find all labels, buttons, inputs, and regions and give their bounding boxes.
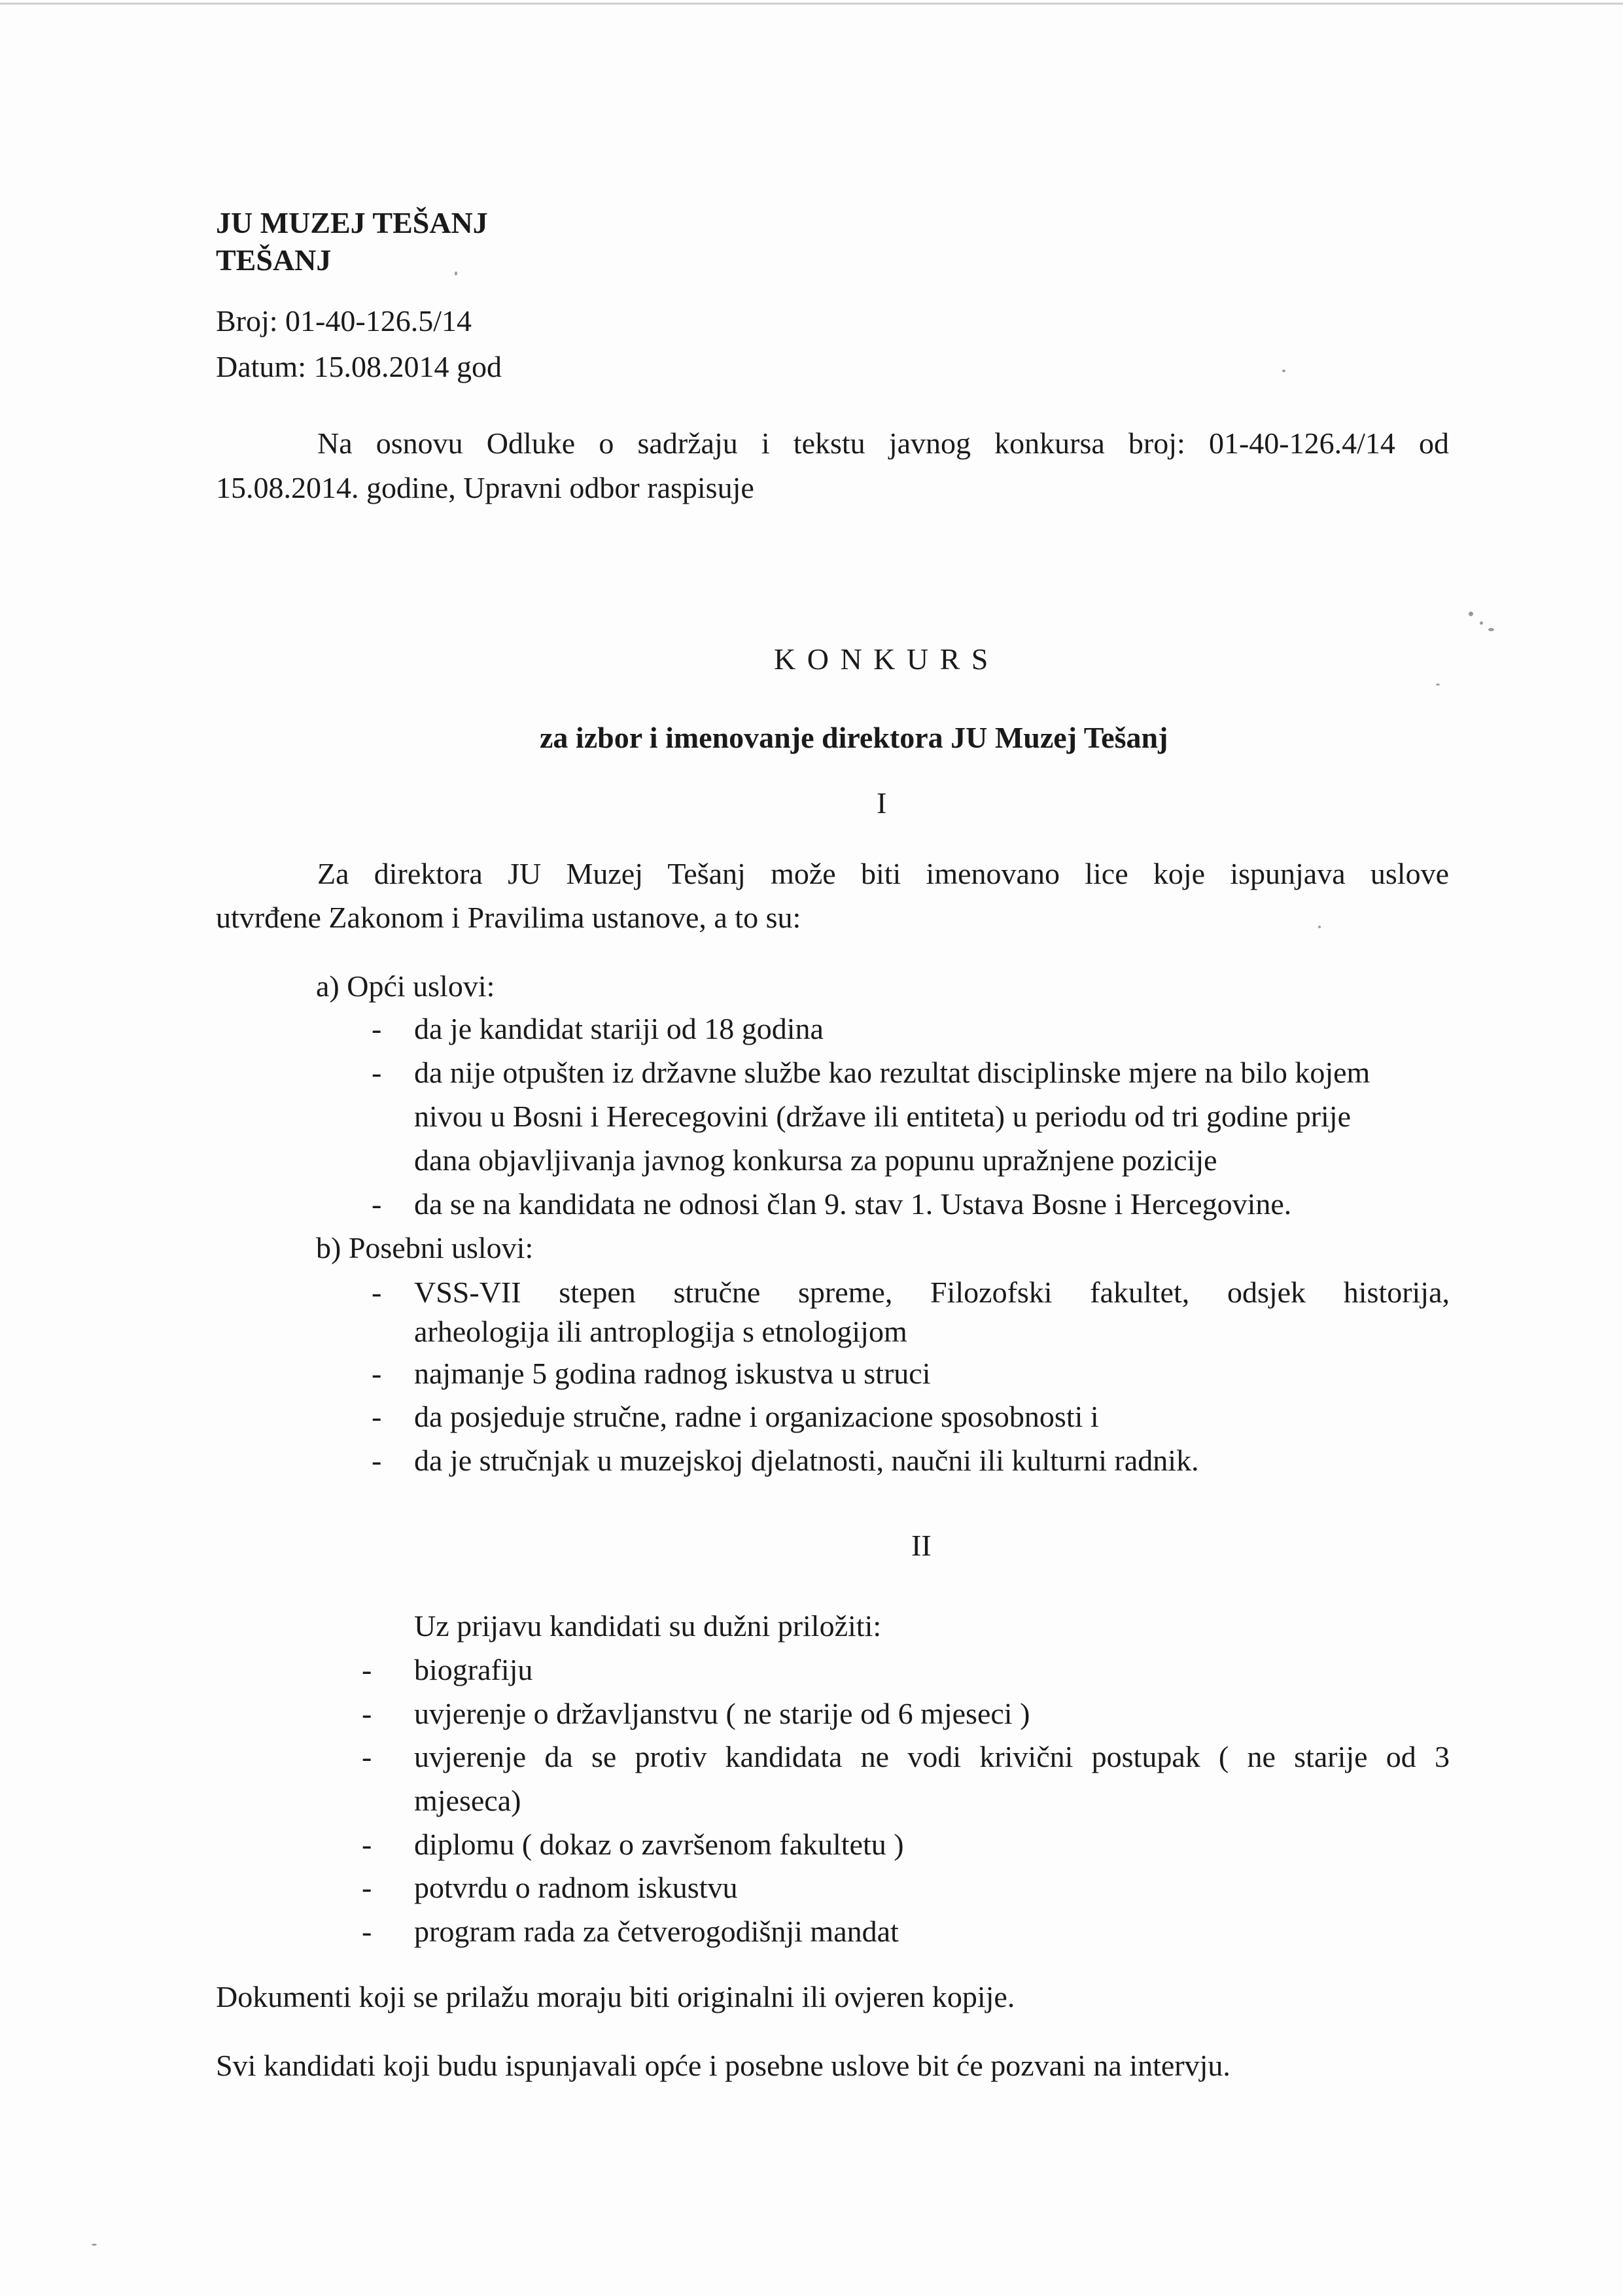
special-item-1-line-1: VSS-VII stepen stručne spreme, Filozofski fakultet, odsjek historija, <box>414 1276 1450 1309</box>
scan-top-edge <box>0 3 1623 5</box>
general-item-2-line-2: nivou u Bosni i Herecegovini (države ili entiteta) u periodu od tri godine prije <box>414 1100 1351 1133</box>
attachment-item-2: uvjerenje o državljanstvu ( ne starije od 6 mjeseci ) <box>414 1697 1030 1730</box>
bullet: - <box>372 1400 382 1433</box>
bullet: - <box>372 1056 382 1089</box>
general-item-3: da se na kandidata ne odnosi član 9. stav 1. Ustava Bosne i Hercegovine. <box>414 1187 1292 1221</box>
scan-speck <box>1436 684 1440 686</box>
scan-speck <box>1469 612 1473 616</box>
scan-speck <box>1318 926 1321 928</box>
document-subtitle: za izbor i imenovanje direktora JU Muzej Tešanj <box>540 721 1168 754</box>
attachment-item-1: biografiju <box>414 1653 533 1686</box>
scan-speck <box>1282 370 1285 372</box>
attachment-item-4: diplomu ( dokaz o završenom fakultetu ) <box>414 1828 904 1861</box>
document-date: Datum: 15.08.2014 god <box>216 350 502 383</box>
bullet: - <box>372 1444 382 1477</box>
special-item-1-line-2: arheologija ili antroplogija s etnologijom <box>414 1315 907 1348</box>
scan-speck <box>1488 628 1494 631</box>
general-conditions-label: a) Opći uslovi: <box>316 969 495 1003</box>
attachment-item-3-line-1: uvjerenje da se protiv kandidata ne vodi krivični postupak ( ne starije od 3 <box>414 1740 1450 1773</box>
scan-speck <box>92 2244 97 2246</box>
special-conditions-label: b) Posebni uslovi: <box>316 1231 534 1264</box>
bullet: - <box>372 1012 382 1045</box>
closing-line-1: Dokumenti koji se prilažu moraju biti originalni ili ovjeren kopije. <box>216 1980 1015 2013</box>
document-title: K O N K U R S <box>774 642 990 676</box>
special-item-3: da posjeduje stručne, radne i organizacione sposobnosti i <box>414 1400 1099 1433</box>
bullet: - <box>372 1187 382 1221</box>
general-item-2-line-1: da nije otpušten iz državne službe kao rezultat disciplinske mjere na bilo kojem <box>414 1056 1370 1089</box>
section-2-heading: II <box>911 1529 932 1562</box>
scan-speck <box>455 271 457 275</box>
intro-line-1: Na osnovu Odluke o sadržaju i tekstu javnog konkursa broj: 01-40-126.4/14 od <box>317 426 1449 460</box>
special-item-4: da je stručnjak u muzejskoj djelatnosti, naučni ili kulturni radnik. <box>414 1444 1199 1477</box>
section-1-heading: I <box>877 786 887 820</box>
attachment-item-3-line-2: mjeseca) <box>414 1784 521 1817</box>
closing-line-2: Svi kandidati koji budu ispunjavali opće i posebne uslove bit će pozvani na intervju. <box>216 2049 1230 2082</box>
section-1-para-line-1: Za direktora JU Muzej Tešanj može biti imenovano lice koje ispunjava uslove <box>317 857 1449 890</box>
special-item-2: najmanje 5 godina radnog iskustva u struci <box>414 1357 931 1390</box>
bullet: - <box>362 1828 372 1861</box>
bullet: - <box>372 1276 382 1309</box>
intro-line-2: 15.08.2014. godine, Upravni odbor raspisuje <box>216 471 754 504</box>
general-item-1: da je kandidat stariji od 18 godina <box>414 1012 824 1045</box>
section-2-lead: Uz prijavu kandidati su dužni priložiti: <box>414 1609 882 1643</box>
document-number: Broj: 01-40-126.5/14 <box>216 304 472 338</box>
bullet: - <box>362 1915 372 1948</box>
bullet: - <box>362 1740 372 1773</box>
attachment-item-5: potvrdu o radnom iskustvu <box>414 1871 738 1904</box>
bullet: - <box>372 1357 382 1390</box>
institution-name: JU MUZEJ TEŠANJ <box>216 206 488 239</box>
general-item-2-line-3: dana objavljivanja javnog konkursa za popunu upražnjene pozicije <box>414 1143 1217 1177</box>
institution-city: TEŠANJ <box>216 243 332 277</box>
section-1-para-line-2: utvrđene Zakonom i Pravilima ustanove, a to su: <box>216 901 801 934</box>
bullet: - <box>362 1871 372 1904</box>
attachment-item-6: program rada za četverogodišnji mandat <box>414 1915 899 1948</box>
bullet: - <box>362 1653 372 1686</box>
bullet: - <box>362 1697 372 1730</box>
scan-speck <box>1480 621 1483 625</box>
